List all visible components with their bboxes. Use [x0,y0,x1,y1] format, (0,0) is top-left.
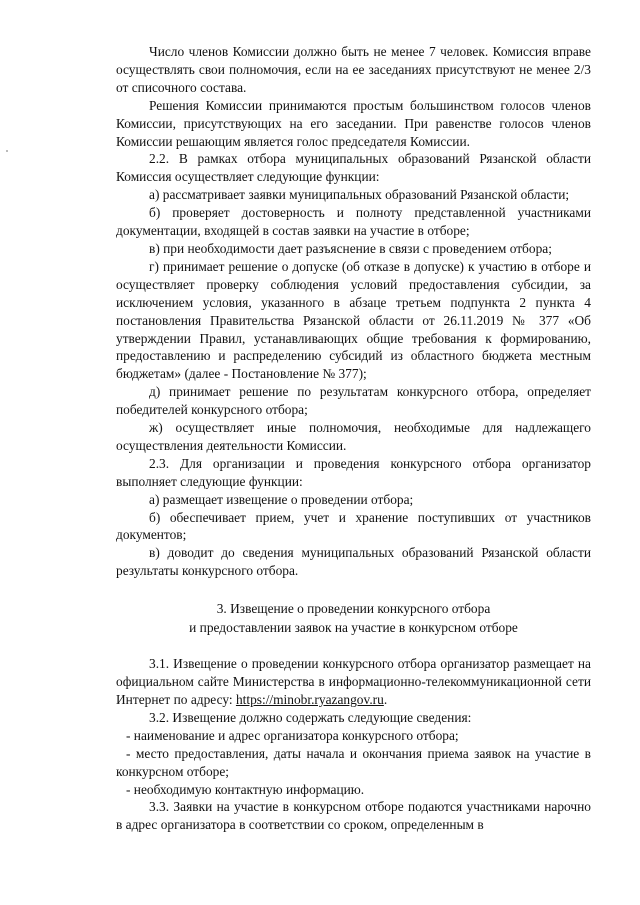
ministry-site-link[interactable]: https://minobr.ryazangov.ru [235,692,384,707]
list-item: б) проверяет достоверность и полноту представленной участниками документации, входящей в состав заявки на участие в отборе; [116,205,591,239]
list-item: в) при необходимости дает разъяснение в связи с проведением отбора; [149,240,552,256]
paragraph-end: . [383,692,388,707]
section-heading-line2: и предоставлении заявок на участие в конкурсном отборе [189,619,518,635]
paragraph-text: 3.1. Извещение о проведении конкурсного отбора организатор размещает на официальном сайте Министерства в информационно-телекоммуникационной сети Интернет по адресу: [116,656,591,707]
scan-speck [6,150,8,152]
list-item: г) принимает решение о допуске (об отказе в допуске) к участию в отборе и осуществляет проверку соблюдения условий предоставления субсидии, за исключением условия, указанного в абзаце третьем подпункта 2 пункта 4 постановления Правительства Рязанской области от 26.11.2019 № 377 «Об утверждении Правил, устанавливающих общие требования к формированию, предоставлению и распределению субсидий из областного бюджета местным бюджетам» (далее - Постановление № 377); [116,258,591,382]
document-body [116,43,591,834]
section-heading [116,600,591,637]
list-item: - необходимую контактную информацию. [126,781,365,797]
paragraph-with-link [116,655,591,709]
list-item: д) принимает решение по результатам конкурсного отбора, определяет победителей конкурсного отбора; [116,384,591,418]
paragraph: 2.2. В рамках отбора муниципальных образований Рязанской области Комиссия осуществляет следующие функции: [116,151,591,185]
list-item: б) обеспечивает прием, учет и хранение поступивших от участников документов; [116,509,591,543]
paragraph: Число членов Комиссии должно быть не менее 7 человек. Комиссия вправе осуществлять свои полномочия, если на ее заседаниях присутствуют не менее 2/3 от списочного состава. [116,44,591,95]
paragraph: 3.2. Извещение должно содержать следующие сведения: [149,709,472,725]
list-item: - наименование и адрес организатора конкурсного отбора; [126,727,459,743]
list-item: ж) осуществляет иные полномочия, необходимые для надлежащего осуществления деятельности Комиссии. [116,420,591,453]
list-item: а) рассматривает заявки муниципальных образований Рязанской области; [149,187,570,203]
paragraph: 3.3. Заявки на участие в конкурсном отборе подаются участниками нарочно в адрес организатора в соответствии со сроком, определенным в [116,799,591,833]
paragraph: 2.3. Для организации и проведения конкурсного отбора организатор выполняет следующие функции: [116,455,591,489]
list-item: а) размещает извещение о проведении отбора; [149,491,414,507]
list-item: - место предоставления, даты начала и окончания приема заявок на участие в конкурсном отборе; [116,745,591,779]
paragraph: Решения Комиссии принимаются простым большинством голосов членов Комиссии, присутствующих на его заседании. При равенстве голосов членов Комиссии решающим является голос председателя Комиссии. [116,97,591,149]
list-item: в) доводит до сведения муниципальных образований Рязанской области результаты конкурсного отбора. [116,545,591,579]
section-heading-line1: 3. Извещение о проведении конкурсного отбора [216,601,491,617]
